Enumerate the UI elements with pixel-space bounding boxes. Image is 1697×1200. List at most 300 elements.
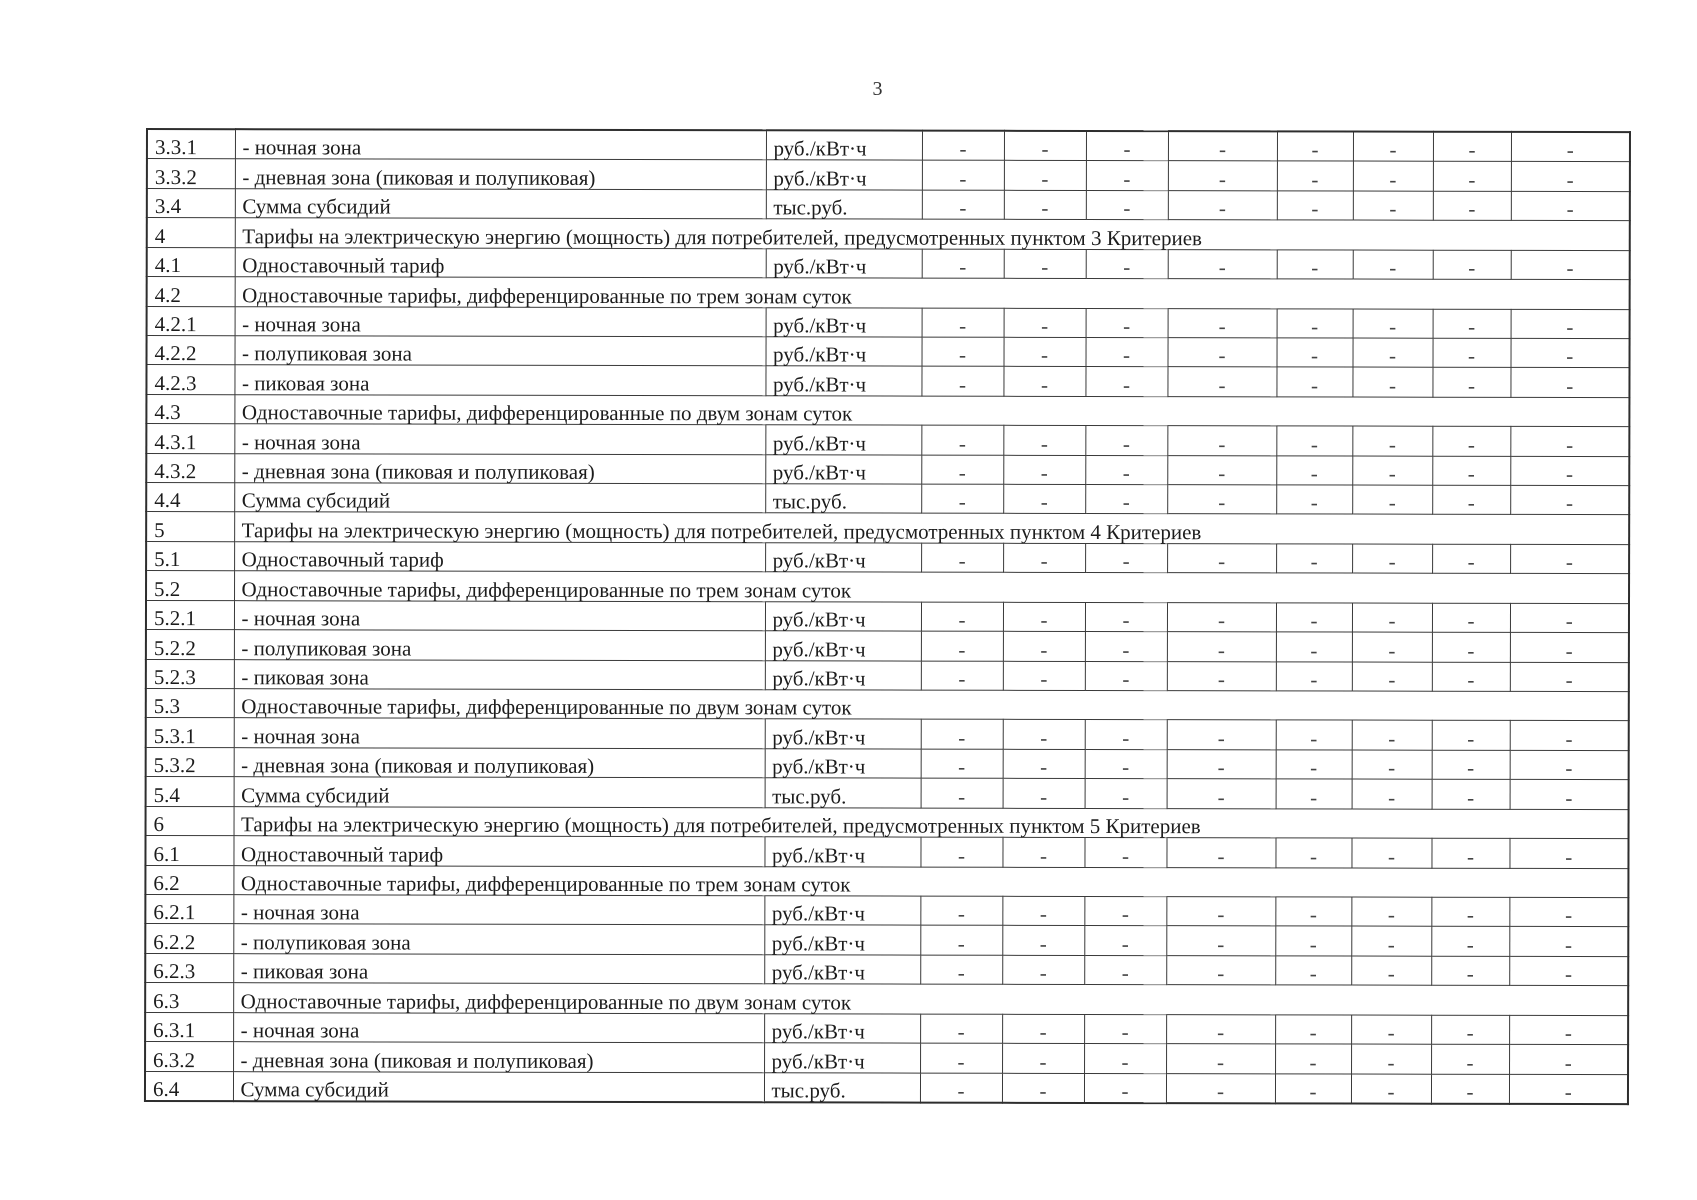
value-cell: - bbox=[1086, 249, 1168, 279]
value-cell: - bbox=[1510, 456, 1629, 486]
value-cell: - bbox=[1002, 1073, 1084, 1103]
value-cell: - bbox=[1276, 456, 1352, 486]
value-cell: - bbox=[1168, 338, 1277, 368]
row-number: 5 bbox=[146, 512, 234, 542]
row-number: 5.3 bbox=[146, 689, 234, 719]
table-row bbox=[147, 277, 1630, 310]
value-cell: - bbox=[921, 366, 1003, 396]
value-cell: - bbox=[1277, 131, 1353, 161]
value-cell: - bbox=[1510, 603, 1629, 633]
value-cell: - bbox=[921, 661, 1003, 691]
row-label: Одноставочный тариф bbox=[235, 247, 766, 278]
row-number: 5.2 bbox=[146, 571, 234, 601]
value-cell: - bbox=[1085, 485, 1167, 515]
table-row bbox=[145, 865, 1628, 898]
section-heading: Тарифы на электрическую энергию (мощность) для потребителей, предусмотренных пунктом 4 Критериев bbox=[234, 512, 1629, 544]
table-row bbox=[147, 247, 1630, 280]
value-cell: - bbox=[1432, 544, 1510, 574]
value-cell: - bbox=[1085, 632, 1167, 662]
value-cell: - bbox=[1351, 1015, 1431, 1045]
value-cell: - bbox=[1004, 190, 1086, 220]
value-cell: - bbox=[1351, 926, 1431, 956]
row-label: Одноставочный тариф bbox=[234, 542, 765, 573]
value-cell: - bbox=[1167, 602, 1276, 632]
table-row bbox=[146, 424, 1629, 457]
value-cell: - bbox=[1431, 1044, 1509, 1074]
value-cell: - bbox=[1509, 838, 1628, 868]
table-row bbox=[146, 600, 1629, 633]
value-cell: - bbox=[1166, 955, 1275, 985]
row-label: - ночная зона bbox=[233, 1012, 764, 1043]
row-unit: тыс.руб. bbox=[765, 778, 921, 808]
value-cell: - bbox=[1167, 720, 1276, 750]
value-cell: - bbox=[1004, 161, 1086, 191]
value-cell: - bbox=[1003, 779, 1085, 809]
value-cell: - bbox=[1168, 161, 1277, 191]
value-cell: - bbox=[1431, 838, 1509, 868]
value-cell: - bbox=[1086, 161, 1168, 191]
row-number: 4.4 bbox=[146, 483, 234, 513]
value-cell: - bbox=[1277, 161, 1353, 191]
value-cell: - bbox=[1433, 250, 1511, 280]
value-cell: - bbox=[1276, 603, 1352, 633]
row-number: 6.2 bbox=[145, 865, 233, 895]
value-cell: - bbox=[1432, 368, 1510, 398]
value-cell: - bbox=[1351, 956, 1431, 986]
row-unit: руб./кВт·ч bbox=[765, 660, 921, 690]
row-unit: руб./кВт·ч bbox=[766, 160, 922, 190]
value-cell: - bbox=[1431, 1015, 1509, 1045]
table-row bbox=[146, 394, 1629, 427]
value-cell: - bbox=[1166, 926, 1275, 956]
value-cell: - bbox=[921, 778, 1003, 808]
table-row bbox=[146, 777, 1629, 810]
value-cell: - bbox=[1511, 250, 1630, 280]
row-unit: руб./кВт·ч bbox=[764, 837, 920, 867]
value-cell: - bbox=[1166, 838, 1275, 868]
value-cell: - bbox=[1084, 838, 1166, 868]
value-cell: - bbox=[1276, 779, 1352, 809]
table-row bbox=[146, 541, 1629, 574]
value-cell: - bbox=[1275, 1073, 1351, 1103]
row-number: 4 bbox=[147, 218, 235, 248]
value-cell: - bbox=[1431, 956, 1509, 986]
value-cell: - bbox=[1510, 721, 1629, 751]
table-row bbox=[147, 306, 1630, 339]
value-cell: - bbox=[1002, 837, 1084, 867]
value-cell: - bbox=[1511, 191, 1630, 221]
row-number: 6.2.2 bbox=[145, 924, 233, 954]
table-row bbox=[146, 512, 1629, 545]
table-row bbox=[147, 218, 1630, 251]
value-cell: - bbox=[1275, 838, 1351, 868]
value-cell: - bbox=[1085, 543, 1167, 573]
section-heading: Тарифы на электрическую энергию (мощность) для потребителей, предусмотренных пунктом 5 Критериев bbox=[234, 806, 1629, 838]
value-cell: - bbox=[1432, 750, 1510, 780]
row-unit: руб./кВт·ч bbox=[764, 955, 920, 985]
value-cell: - bbox=[1003, 426, 1085, 456]
row-unit: руб./кВт·ч bbox=[765, 749, 921, 779]
value-cell: - bbox=[1277, 338, 1353, 368]
value-cell: - bbox=[1003, 749, 1085, 779]
value-cell: - bbox=[1275, 926, 1351, 956]
value-cell: - bbox=[1509, 956, 1628, 986]
table-row bbox=[146, 806, 1629, 839]
table-row bbox=[146, 718, 1629, 751]
value-cell: - bbox=[1353, 250, 1433, 280]
row-number: 4.2.3 bbox=[146, 365, 234, 395]
value-cell: - bbox=[1086, 308, 1168, 338]
value-cell: - bbox=[1167, 749, 1276, 779]
row-number: 4.2 bbox=[147, 277, 235, 307]
value-cell: - bbox=[1003, 543, 1085, 573]
value-cell: - bbox=[1432, 779, 1510, 809]
row-unit: руб./кВт·ч bbox=[764, 925, 920, 955]
value-cell: - bbox=[1167, 485, 1276, 515]
row-label: - полупиковая зона bbox=[235, 336, 766, 367]
section-heading: Тарифы на электрическую энергию (мощность) для потребителей, предусмотренных пунктом 3 Критериев bbox=[235, 218, 1630, 250]
value-cell: - bbox=[1510, 368, 1629, 398]
row-unit: тыс.руб. bbox=[764, 1072, 920, 1102]
row-unit: руб./кВт·ч bbox=[766, 248, 922, 278]
row-unit: руб./кВт·ч bbox=[765, 602, 921, 632]
row-unit: руб./кВт·ч bbox=[764, 1013, 920, 1043]
value-cell: - bbox=[1353, 191, 1433, 221]
value-cell: - bbox=[1002, 1043, 1084, 1073]
value-cell: - bbox=[1086, 337, 1168, 367]
value-cell: - bbox=[1276, 485, 1352, 515]
value-cell: - bbox=[1085, 661, 1167, 691]
value-cell: - bbox=[1084, 1014, 1166, 1044]
value-cell: - bbox=[1352, 632, 1432, 662]
row-number: 5.3.1 bbox=[146, 718, 234, 748]
row-number: 4.3.1 bbox=[146, 424, 234, 454]
value-cell: - bbox=[922, 337, 1004, 367]
value-cell: - bbox=[1275, 897, 1351, 927]
value-cell: - bbox=[1352, 544, 1432, 574]
value-cell: - bbox=[1351, 1044, 1431, 1074]
row-unit: руб./кВт·ч bbox=[766, 130, 922, 160]
value-cell: - bbox=[1004, 337, 1086, 367]
row-number: 6.3.2 bbox=[145, 1042, 233, 1072]
section-heading: Одноставочные тарифы, дифференцированные по двум зонам суток bbox=[234, 689, 1629, 721]
value-cell: - bbox=[1352, 662, 1432, 692]
value-cell: - bbox=[1276, 632, 1352, 662]
value-cell: - bbox=[1167, 455, 1276, 485]
value-cell: - bbox=[1509, 927, 1628, 957]
row-label: - ночная зона bbox=[233, 895, 764, 926]
value-cell: - bbox=[1085, 426, 1167, 456]
value-cell: - bbox=[1509, 1074, 1628, 1104]
row-label: - полупиковая зона bbox=[233, 924, 764, 955]
value-cell: - bbox=[1353, 132, 1433, 162]
value-cell: - bbox=[1003, 631, 1085, 661]
value-cell: - bbox=[1353, 338, 1433, 368]
value-cell: - bbox=[1084, 1073, 1166, 1103]
row-unit: руб./кВт·ч bbox=[765, 425, 921, 455]
value-cell: - bbox=[1352, 603, 1432, 633]
row-number: 4.2.2 bbox=[147, 335, 235, 365]
value-cell: - bbox=[1277, 308, 1353, 338]
value-cell: - bbox=[1003, 367, 1085, 397]
table-row bbox=[145, 1071, 1628, 1104]
table-row bbox=[145, 953, 1628, 986]
value-cell: - bbox=[921, 484, 1003, 514]
row-number: 3.4 bbox=[147, 188, 235, 218]
value-cell: - bbox=[1168, 131, 1277, 161]
value-cell: - bbox=[1168, 308, 1277, 338]
value-cell: - bbox=[1432, 662, 1510, 692]
value-cell: - bbox=[1084, 926, 1166, 956]
value-cell: - bbox=[1002, 926, 1084, 956]
table-row bbox=[146, 453, 1629, 486]
row-unit: руб./кВт·ч bbox=[764, 896, 920, 926]
value-cell: - bbox=[920, 896, 1002, 926]
value-cell: - bbox=[921, 720, 1003, 750]
value-cell: - bbox=[1510, 780, 1629, 810]
value-cell: - bbox=[921, 631, 1003, 661]
value-cell: - bbox=[1084, 1044, 1166, 1074]
row-label: - ночная зона bbox=[234, 424, 765, 455]
value-cell: - bbox=[1085, 367, 1167, 397]
value-cell: - bbox=[921, 425, 1003, 455]
value-cell: - bbox=[1275, 956, 1351, 986]
value-cell: - bbox=[1086, 131, 1168, 161]
value-cell: - bbox=[1003, 455, 1085, 485]
value-cell: - bbox=[920, 955, 1002, 985]
row-number: 4.3 bbox=[146, 394, 234, 424]
section-heading: Одноставочные тарифы, дифференцированные по трем зонам суток bbox=[235, 277, 1630, 309]
row-number: 5.2.3 bbox=[146, 659, 234, 689]
row-label: Сумма субсидий bbox=[235, 189, 766, 220]
table-row bbox=[146, 365, 1629, 398]
row-label: Сумма субсидий bbox=[234, 777, 765, 808]
value-cell: - bbox=[1167, 661, 1276, 691]
value-cell: - bbox=[1167, 544, 1276, 574]
row-unit: руб./кВт·ч bbox=[765, 454, 921, 484]
row-number: 5.2.2 bbox=[146, 630, 234, 660]
row-number: 6.3 bbox=[145, 983, 233, 1013]
value-cell: - bbox=[1277, 250, 1353, 280]
table-row bbox=[147, 188, 1630, 221]
value-cell: - bbox=[1510, 485, 1629, 515]
value-cell: - bbox=[1510, 544, 1629, 574]
row-unit: тыс.руб. bbox=[765, 484, 921, 514]
row-unit: руб./кВт·ч bbox=[765, 366, 921, 396]
row-label: - полупиковая зона bbox=[234, 630, 765, 661]
value-cell: - bbox=[920, 1043, 1002, 1073]
value-cell: - bbox=[1510, 750, 1629, 780]
table-row bbox=[147, 129, 1630, 162]
value-cell: - bbox=[1351, 1074, 1431, 1104]
table-row bbox=[145, 924, 1628, 957]
value-cell: - bbox=[1433, 338, 1511, 368]
row-unit: руб./кВт·ч bbox=[766, 307, 922, 337]
row-number: 4.1 bbox=[147, 247, 235, 277]
row-unit: руб./кВт·ч bbox=[764, 1043, 920, 1073]
value-cell: - bbox=[922, 131, 1004, 161]
row-unit: руб./кВт·ч bbox=[765, 543, 921, 573]
value-cell: - bbox=[921, 455, 1003, 485]
value-cell: - bbox=[1352, 779, 1432, 809]
value-cell: - bbox=[1433, 309, 1511, 339]
value-cell: - bbox=[1511, 309, 1630, 339]
value-cell: - bbox=[1511, 132, 1630, 162]
value-cell: - bbox=[1276, 750, 1352, 780]
table-row bbox=[146, 630, 1629, 663]
value-cell: - bbox=[921, 543, 1003, 573]
value-cell: - bbox=[1353, 309, 1433, 339]
table-row bbox=[146, 483, 1629, 516]
value-cell: - bbox=[1277, 191, 1353, 221]
value-cell: - bbox=[1433, 162, 1511, 192]
value-cell: - bbox=[1166, 1073, 1275, 1103]
value-cell: - bbox=[922, 161, 1004, 191]
value-cell: - bbox=[1168, 249, 1277, 279]
value-cell: - bbox=[1085, 720, 1167, 750]
row-label: Сумма субсидий bbox=[233, 1071, 764, 1102]
value-cell: - bbox=[1004, 249, 1086, 279]
value-cell: - bbox=[922, 308, 1004, 338]
value-cell: - bbox=[1167, 779, 1276, 809]
value-cell: - bbox=[1085, 602, 1167, 632]
value-cell: - bbox=[920, 1014, 1002, 1044]
value-cell: - bbox=[920, 926, 1002, 956]
row-number: 6.3.1 bbox=[145, 1012, 233, 1042]
value-cell: - bbox=[1166, 897, 1275, 927]
value-cell: - bbox=[1085, 455, 1167, 485]
row-label: - ночная зона bbox=[234, 718, 765, 749]
row-unit: руб./кВт·ч bbox=[766, 337, 922, 367]
value-cell: - bbox=[1431, 927, 1509, 957]
value-cell: - bbox=[1084, 896, 1166, 926]
value-cell: - bbox=[1432, 632, 1510, 662]
value-cell: - bbox=[1509, 1044, 1628, 1074]
value-cell: - bbox=[1004, 308, 1086, 338]
row-number: 3.3.2 bbox=[147, 159, 235, 189]
value-cell: - bbox=[1003, 720, 1085, 750]
value-cell: - bbox=[1351, 838, 1431, 868]
value-cell: - bbox=[1167, 367, 1276, 397]
table-row bbox=[145, 983, 1628, 1016]
row-label: - пиковая зона bbox=[234, 365, 765, 396]
value-cell: - bbox=[1352, 485, 1432, 515]
value-cell: - bbox=[1511, 338, 1630, 368]
row-label: - дневная зона (пиковая и полупиковая) bbox=[233, 1042, 764, 1073]
row-label: - ночная зона bbox=[234, 600, 765, 631]
value-cell: - bbox=[1002, 1014, 1084, 1044]
value-cell: - bbox=[1275, 1044, 1351, 1074]
row-number: 4.3.2 bbox=[146, 453, 234, 483]
value-cell: - bbox=[1432, 485, 1510, 515]
table-row bbox=[145, 1012, 1628, 1045]
value-cell: - bbox=[1003, 602, 1085, 632]
table-body bbox=[145, 129, 1630, 1104]
value-cell: - bbox=[1166, 1044, 1275, 1074]
value-cell: - bbox=[1352, 426, 1432, 456]
value-cell: - bbox=[1352, 750, 1432, 780]
value-cell: - bbox=[1085, 749, 1167, 779]
value-cell: - bbox=[1004, 131, 1086, 161]
tariff-table bbox=[144, 128, 1631, 1105]
value-cell: - bbox=[1168, 190, 1277, 220]
value-cell: - bbox=[1509, 897, 1628, 927]
value-cell: - bbox=[1003, 661, 1085, 691]
row-number: 6.2.3 bbox=[145, 953, 233, 983]
value-cell: - bbox=[1431, 1074, 1509, 1104]
value-cell: - bbox=[1510, 633, 1629, 663]
value-cell: - bbox=[1510, 662, 1629, 692]
row-label: - пиковая зона bbox=[233, 953, 764, 984]
value-cell: - bbox=[921, 602, 1003, 632]
row-number: 3.3.1 bbox=[147, 129, 235, 159]
row-number: 6.1 bbox=[145, 836, 233, 866]
value-cell: - bbox=[1003, 484, 1085, 514]
value-cell: - bbox=[1351, 897, 1431, 927]
value-cell: - bbox=[922, 249, 1004, 279]
value-cell: - bbox=[1276, 544, 1352, 574]
row-number: 4.2.1 bbox=[147, 306, 235, 336]
row-label: - ночная зона bbox=[235, 306, 766, 337]
value-cell: - bbox=[1511, 162, 1630, 192]
row-label: - дневная зона (пиковая и полупиковая) bbox=[234, 453, 765, 484]
table-row bbox=[146, 689, 1629, 722]
row-label: - дневная зона (пиковая и полупиковая) bbox=[234, 748, 765, 779]
value-cell: - bbox=[1433, 191, 1511, 221]
value-cell: - bbox=[1167, 426, 1276, 456]
value-cell: - bbox=[920, 837, 1002, 867]
value-cell: - bbox=[1432, 721, 1510, 751]
row-label: - ночная зона bbox=[235, 129, 766, 160]
table-row bbox=[145, 836, 1628, 869]
value-cell: - bbox=[1352, 720, 1432, 750]
value-cell: - bbox=[1509, 1015, 1628, 1045]
row-unit: руб./кВт·ч bbox=[765, 719, 921, 749]
row-number: 6.4 bbox=[145, 1071, 233, 1101]
value-cell: - bbox=[1432, 456, 1510, 486]
row-label: - дневная зона (пиковая и полупиковая) bbox=[235, 159, 766, 190]
value-cell: - bbox=[1085, 779, 1167, 809]
row-label: Одноставочный тариф bbox=[233, 836, 764, 867]
row-label: Сумма субсидий bbox=[234, 483, 765, 514]
section-heading: Одноставочные тарифы, дифференцированные по двум зонам суток bbox=[233, 983, 1628, 1015]
value-cell: - bbox=[1275, 1015, 1351, 1045]
table-row bbox=[145, 1042, 1628, 1075]
value-cell: - bbox=[1433, 132, 1511, 162]
value-cell: - bbox=[1276, 661, 1352, 691]
section-heading: Одноставочные тарифы, дифференцированные по трем зонам суток bbox=[233, 865, 1628, 897]
value-cell: - bbox=[1432, 603, 1510, 633]
value-cell: - bbox=[1084, 955, 1166, 985]
page-number: 3 bbox=[872, 78, 883, 100]
table-row bbox=[146, 659, 1629, 692]
value-cell: - bbox=[1167, 632, 1276, 662]
value-cell: - bbox=[920, 1073, 1002, 1103]
value-cell: - bbox=[1352, 456, 1432, 486]
row-number: 5.4 bbox=[146, 777, 234, 807]
section-heading: Одноставочные тарифы, дифференцированные по двум зонам суток bbox=[234, 394, 1629, 426]
table-row bbox=[145, 894, 1628, 927]
value-cell: - bbox=[1510, 427, 1629, 457]
value-cell: - bbox=[1353, 161, 1433, 191]
value-cell: - bbox=[1002, 896, 1084, 926]
value-cell: - bbox=[1276, 720, 1352, 750]
value-cell: - bbox=[922, 190, 1004, 220]
row-number: 5.3.2 bbox=[146, 747, 234, 777]
row-unit: тыс.руб. bbox=[766, 190, 922, 220]
table-row bbox=[147, 335, 1630, 368]
value-cell: - bbox=[1166, 1014, 1275, 1044]
